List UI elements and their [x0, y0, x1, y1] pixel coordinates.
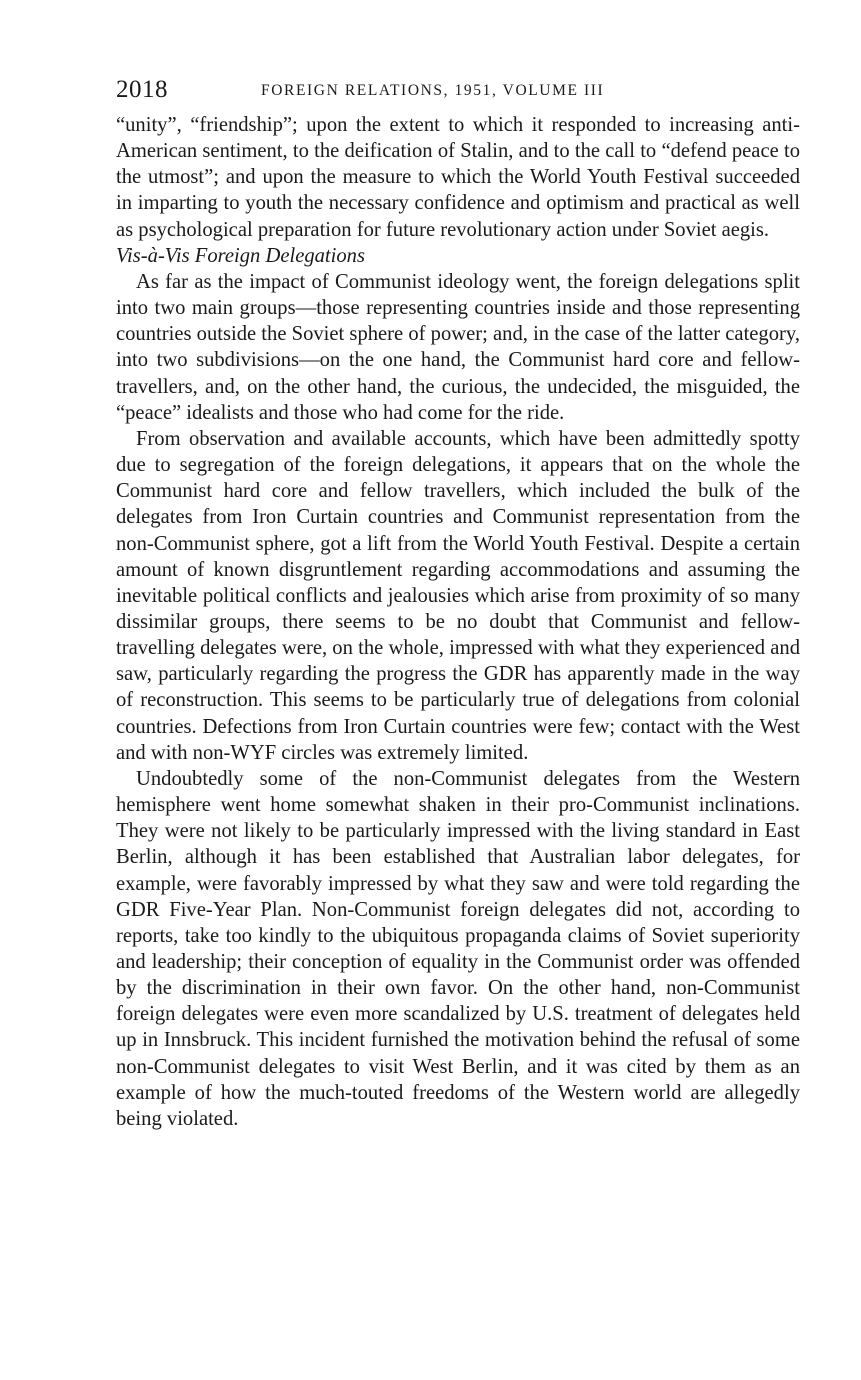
paragraph-non-communist-delegates: Undoubtedly some of the non-Communist delegates from the Western hemisphere went home somewhat shaken in their pro-Communist inclinations. They were not likely to be particularly impressed with the living standard in East Berlin, although it has been established that Australian labor delegates, for example, were favorably impressed by what they saw and were told regarding the GDR Five-Year Plan. Non-Communist foreign delegates did not, according to reports, take too kindly to the ubiquitous propaganda claims of Soviet superiority and leadership; their conception of equality in the Communist order was offended by the discrimination in their own favor. On the other hand, non-Communist foreign delegates were even more scandalized by U.S. treatment of delegates held up in Innsbruck. This incident furnished the motivation behind the refusal of some non-Communist delegates to visit West Berlin, and it was cited by them as an example of how the much-touted freedoms of the Western world are allegedly being violated.: [116, 767, 800, 1130]
section-subheading: Vis-à-Vis Foreign Delegations: [116, 244, 365, 267]
paragraph-ideology-impact: As far as the impact of Communist ideology went, the foreign delegations split into two main groups—those representing countries inside and those representing countries outside the Soviet sphere of power; and, in the case of the latter category, into two subdivisions—on the one hand, the Communist hard core and fellow-travellers, and, on the other hand, the curious, the undecided, the misguided, the “peace” idealists and those who had come for the ride.: [116, 270, 800, 424]
page-number: 2018: [116, 76, 168, 103]
body-text: [116, 112, 800, 1132]
running-head: [116, 70, 800, 110]
running-head-title: FOREIGN RELATIONS, 1951, VOLUME III: [261, 82, 605, 99]
document-page: [116, 70, 800, 1132]
paragraph-continued: “unity”, “friendship”; upon the extent to which it responded to increasing anti-American sentiment, to the deification of Stalin, and to the call to “defend peace to the utmost”; and upon the measure to which the World Youth Festival succeeded in imparting to youth the necessary confidence and optimism and practical as well as psychological preparation for future revolutionary action under Soviet aegis.: [116, 114, 800, 241]
paragraph-observation: From observation and available accounts, which have been admittedly spotty due to segregation of the foreign delegations, it appears that on the whole the Communist hard core and fellow travellers, which included the bulk of the delegates from Iron Curtain countries and Communist representation from the non-Communist sphere, got a lift from the World Youth Festival. Despite a certain amount of known disgruntlement regarding accommodations and assuming the inevitable political conflicts and jealousies which arise from proximity of so many dissimilar groups, there seems to be no doubt that Communist and fellow-travelling delegates were, on the whole, impressed with what they experienced and saw, particularly regarding the progress the GDR has apparently made in the way of reconstruction. This seems to be particularly true of delegations from colonial countries. Defections from Iron Curtain countries were few; contact with the West and with non-WYF circles was extremely limited.: [116, 427, 800, 764]
